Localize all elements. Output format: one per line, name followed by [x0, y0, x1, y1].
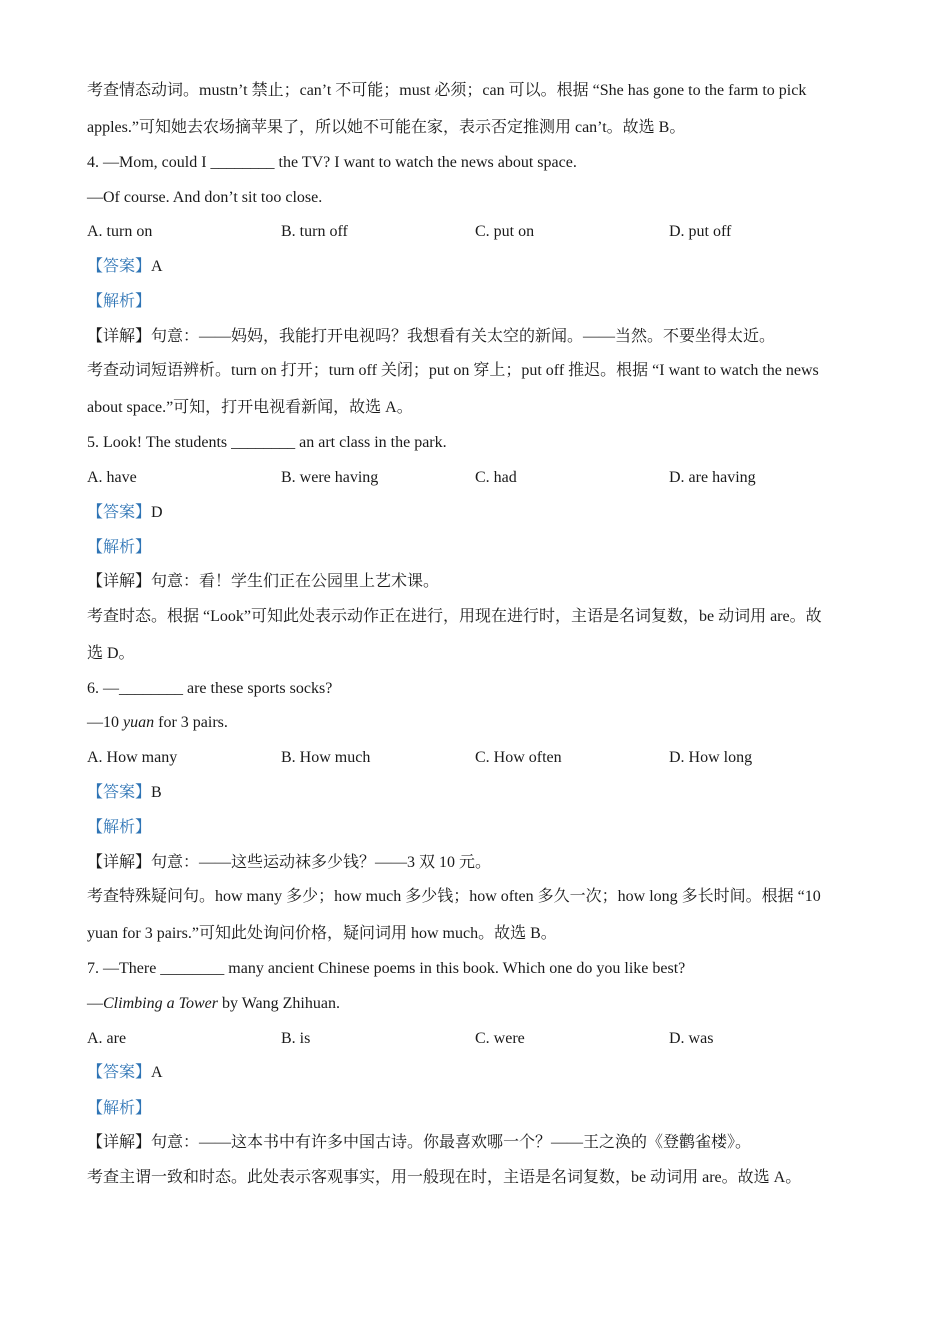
- q7-options: [87, 1029, 887, 1049]
- q6-reply-suffix: for 3 pairs.: [154, 714, 228, 731]
- q6-option-c: C. How often: [475, 749, 562, 766]
- q5-explanation-line-1: 考查时态。根据 “Look”可知此处表示动作正在进行，用现在进行时，主语是名词复数，be 动词用 are。故: [87, 608, 822, 625]
- q7-detail-text: 句意：——这本书中有许多中国古诗。你最喜欢哪一个？——王之涣的《登鹳雀楼》。: [151, 1134, 752, 1151]
- q5-answer-value: D: [151, 504, 163, 521]
- q4-stem: 4. —Mom, could I ________ the TV? I want to watch the news about space.: [87, 154, 577, 171]
- q7-answer-value: A: [151, 1064, 163, 1081]
- q4-options: [87, 222, 887, 242]
- q6-reply-prefix: —10: [87, 714, 123, 731]
- q4-explanation-line-2: about space.”可知，打开电视看新闻，故选 A。: [87, 399, 413, 416]
- q6-answer: [87, 783, 162, 803]
- q6-explanation-line-1: 考查特殊疑问句。how many 多少；how much 多少钱；how often 多久一次；how long 多长时间。根据 “10: [87, 888, 821, 905]
- q4-detail-text: 句意：——妈妈，我能打开电视吗？我想看有关太空的新闻。——当然。不要坐得太近。: [151, 328, 776, 345]
- answer-tag: 【答案】: [87, 1064, 152, 1081]
- q6-option-a: A. How many: [87, 749, 178, 766]
- q6-detail-text: 句意：——这些运动袜多少钱？——3 双 10 元。: [151, 854, 492, 871]
- detail-tag: 【详解】: [87, 328, 152, 345]
- q4-explanation-line-1: 考查动词短语辨析。turn on 打开；turn off 关闭；put on 穿上；put off 推迟。根据 “I want to watch the news: [87, 362, 819, 379]
- q7-option-d: D. was: [669, 1030, 714, 1047]
- q4-option-d: D. put off: [669, 223, 732, 240]
- answer-tag: 【答案】: [87, 504, 152, 521]
- q6-answer-value: B: [151, 784, 162, 801]
- q7-explanation-line-1: 考查主谓一致和时态。此处表示客观事实，用一般现在时，主语是名词复数，be 动词用 are。故选 A。: [87, 1169, 802, 1186]
- q7-option-c: C. were: [475, 1030, 525, 1047]
- q7-reply-italic: Climbing a Tower: [103, 995, 218, 1012]
- q6-detail: [87, 853, 491, 873]
- detail-tag: 【详解】: [87, 1134, 152, 1151]
- q7-option-a: A. are: [87, 1030, 127, 1047]
- q4-analysis-tag: 【解析】: [87, 293, 152, 310]
- q5-option-b: B. were having: [281, 469, 379, 486]
- q6-option-d: D. How long: [669, 749, 753, 766]
- q6-stem: 6. —________ are these sports socks?: [87, 680, 333, 697]
- detail-tag: 【详解】: [87, 573, 152, 590]
- q7-stem: 7. —There ________ many ancient Chinese poems in this book. Which one do you like best?: [87, 960, 686, 977]
- q4-option-a: A. turn on: [87, 223, 153, 240]
- q5-option-c: C. had: [475, 469, 517, 486]
- q5-answer: [87, 503, 163, 523]
- prev-explanation-line-2: apples.”可知她去农场摘苹果了，所以她不可能在家，表示否定推测用 can’t。故选 B。: [87, 119, 686, 136]
- q7-reply: [87, 994, 340, 1014]
- q6-analysis-tag: 【解析】: [87, 819, 152, 836]
- q5-analysis-tag: 【解析】: [87, 539, 152, 556]
- q7-detail: [87, 1133, 751, 1153]
- answer-tag: 【答案】: [87, 258, 152, 275]
- q6-reply-italic: yuan: [123, 714, 155, 731]
- q6-reply: [87, 713, 228, 733]
- q6-options: [87, 748, 887, 768]
- q7-reply-suffix: by Wang Zhihuan.: [218, 995, 340, 1012]
- detail-tag: 【详解】: [87, 854, 152, 871]
- q6-option-b: B. How much: [281, 749, 371, 766]
- q5-detail-text: 句意：看！学生们正在公园里上艺术课。: [151, 573, 440, 590]
- q4-option-c: C. put on: [475, 223, 535, 240]
- q5-options: [87, 468, 887, 488]
- q6-explanation-line-2: yuan for 3 pairs.”可知此处询问价格，疑问词用 how much。故选 B。: [87, 925, 557, 942]
- q4-option-b: B. turn off: [281, 223, 348, 240]
- q5-explanation-line-2: 选 D。: [87, 645, 135, 662]
- q7-answer: [87, 1063, 163, 1083]
- prev-explanation-line-1: 考查情态动词。mustn’t 禁止；can’t 不可能；must 必须；can 可以。根据 “She has gone to the farm to pick: [87, 82, 807, 99]
- q4-reply: —Of course. And don’t sit too close.: [87, 189, 323, 206]
- q5-detail: [87, 572, 439, 592]
- answer-tag: 【答案】: [87, 784, 152, 801]
- q5-option-d: D. are having: [669, 469, 756, 486]
- q5-stem: 5. Look! The students ________ an art class in the park.: [87, 434, 447, 451]
- q7-option-b: B. is: [281, 1030, 311, 1047]
- q4-answer-value: A: [151, 258, 163, 275]
- q7-reply-prefix: —: [87, 995, 103, 1012]
- q4-answer: [87, 257, 163, 277]
- q4-detail: [87, 327, 775, 347]
- q5-option-a: A. have: [87, 469, 137, 486]
- q7-analysis-tag: 【解析】: [87, 1100, 152, 1117]
